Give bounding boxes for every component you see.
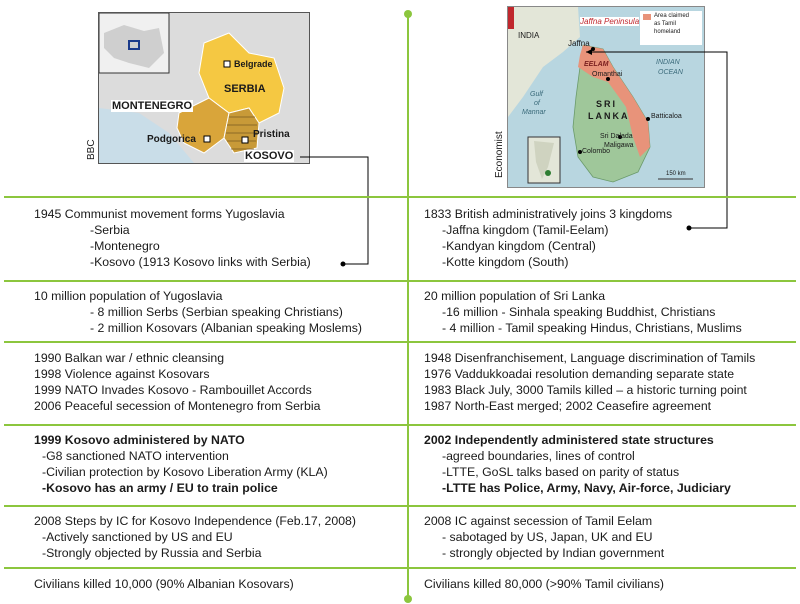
row2-left-heading: 10 million population of Yugoslavia bbox=[34, 289, 223, 303]
map-label-gulf-1: Gulf bbox=[530, 91, 543, 98]
map-label-eelam: EELAM bbox=[584, 61, 609, 68]
row1-left-item: -Serbia bbox=[90, 223, 130, 237]
map-label-indian-ocean-1: INDIAN bbox=[656, 59, 680, 66]
row5-left-item: -Actively sanctioned by US and EU bbox=[42, 530, 233, 544]
map-label-scale: 150 km bbox=[666, 171, 686, 177]
map-label-serbia: SERBIA bbox=[224, 83, 266, 95]
row5-left bbox=[34, 513, 356, 561]
map-label-pristina: Pristina bbox=[253, 129, 290, 140]
row4-right-item: -LTTE has Police, Army, Navy, Air-force, Judiciary bbox=[442, 481, 731, 495]
map-label-gulf-3: Mannar bbox=[522, 109, 546, 116]
row2-left-item: - 2 million Kosovars (Albanian speaking Moslems) bbox=[90, 321, 363, 335]
map-legend-3: homeland bbox=[654, 29, 681, 35]
row4-right-heading: 2002 Independently administered state structures bbox=[424, 433, 714, 447]
map-label-podgorica: Podgorica bbox=[147, 134, 196, 145]
row2-right-item: -16 million - Sinhala speaking Buddhist, Christians bbox=[442, 305, 716, 319]
map-label-sri-dalada: Sri Dalada bbox=[600, 133, 633, 140]
row3-right bbox=[424, 350, 755, 414]
row-divider-1 bbox=[4, 196, 796, 198]
row5-left-heading: 2008 Steps by IC for Kosovo Independence (Feb.17, 2008) bbox=[34, 514, 356, 528]
row5-left-item: -Strongly objected by Russia and Serbia bbox=[42, 546, 262, 560]
map-label-jaffna: Jaffna bbox=[568, 39, 590, 48]
row2-left bbox=[34, 288, 362, 336]
row1-left bbox=[34, 206, 311, 270]
map-yugoslavia-drawing bbox=[99, 13, 309, 163]
row4-right bbox=[424, 432, 731, 496]
map-sri-lanka bbox=[507, 6, 705, 188]
map-label-gulf-2: of bbox=[534, 100, 540, 107]
row3-right-line: 1976 Vaddukkoadai resolution demanding separate state bbox=[424, 367, 735, 381]
row3-left-line: 1990 Balkan war / ethnic cleansing bbox=[34, 351, 225, 365]
row1-left-heading: 1945 Communist movement forms Yugoslavia bbox=[34, 207, 285, 221]
row6-right-line: Civilians killed 80,000 (>90% Tamil civilians) bbox=[424, 577, 665, 591]
row3-right-line: 1987 North-East merged; 2002 Ceasefire agreement bbox=[424, 399, 712, 413]
center-divider bbox=[407, 12, 409, 602]
row4-left-item: -Civilian protection by Kosovo Liberation Army (KLA) bbox=[42, 465, 328, 479]
credit-bbc: BBC bbox=[86, 139, 97, 160]
map-label-batticaloa: Batticaloa bbox=[651, 113, 682, 120]
map-label-montenegro: MONTENEGRO bbox=[112, 100, 193, 112]
grid-node-bottom bbox=[404, 595, 412, 603]
row2-right-item: - 4 million - Tamil speaking Hindus, Christians, Muslims bbox=[442, 321, 742, 335]
map-label-jaffna-peninsula: Jaffna Peninsula bbox=[580, 17, 640, 26]
row5-right-heading: 2008 IC against secession of Tamil Eelam bbox=[424, 514, 653, 528]
row3-left-line: 2006 Peaceful secession of Montenegro from Serbia bbox=[34, 399, 321, 413]
row6-right bbox=[424, 576, 664, 592]
row-divider-5 bbox=[4, 505, 796, 507]
map-label-indian-ocean-2: OCEAN bbox=[658, 69, 683, 76]
row4-left-item: -Kosovo has an army / EU to train police bbox=[42, 481, 278, 495]
row6-left-line: Civilians killed 10,000 (90% Albanian Kosovars) bbox=[34, 577, 294, 591]
row1-right-item: -Kotte kingdom (South) bbox=[442, 255, 569, 269]
map-legend-2: as Tamil bbox=[654, 21, 676, 27]
map-label-india: INDIA bbox=[518, 31, 540, 40]
row1-right-item: -Kandyan kingdom (Central) bbox=[442, 239, 596, 253]
row3-right-line: 1948 Disenfranchisement, Language discrimination of Tamils bbox=[424, 351, 756, 365]
map-label-belgrade: Belgrade bbox=[234, 59, 273, 69]
map-label-omanthai: Omanthai bbox=[592, 71, 623, 78]
row4-left-heading: 1999 Kosovo administered by NATO bbox=[34, 433, 245, 447]
row2-right-heading: 20 million population of Sri Lanka bbox=[424, 289, 606, 303]
row1-right bbox=[424, 206, 672, 270]
map-label-kosovo: KOSOVO bbox=[245, 150, 294, 162]
map-legend-1: Area claimed bbox=[654, 13, 690, 19]
row6-left bbox=[34, 576, 294, 592]
row-divider-3 bbox=[4, 341, 796, 343]
row4-left-item: -G8 sanctioned NATO intervention bbox=[42, 449, 229, 463]
credit-economist: Economist bbox=[494, 131, 505, 178]
map-label-lanka: LANKA bbox=[588, 111, 630, 121]
map-yugoslavia bbox=[98, 12, 310, 164]
map-label-sri: SRI bbox=[596, 99, 618, 109]
row3-left-line: 1998 Violence against Kosovars bbox=[34, 367, 210, 381]
row-divider-6 bbox=[4, 567, 796, 569]
row2-right bbox=[424, 288, 742, 336]
row1-left-item: -Montenegro bbox=[90, 239, 160, 253]
map-label-colombo: Colombo bbox=[582, 148, 611, 155]
row5-right-item: - strongly objected by Indian government bbox=[442, 546, 665, 560]
row1-right-heading: 1833 British administratively joins 3 kingdoms bbox=[424, 207, 673, 221]
row5-right-item: - sabotaged by US, Japan, UK and EU bbox=[442, 530, 653, 544]
row4-right-item: -agreed boundaries, lines of control bbox=[442, 449, 635, 463]
row-divider-4 bbox=[4, 424, 796, 426]
row2-left-item: - 8 million Serbs (Serbian speaking Christians) bbox=[90, 305, 343, 319]
row5-right bbox=[424, 513, 664, 561]
map-label-maligawa: Maligawa bbox=[604, 142, 634, 149]
grid-node-top bbox=[404, 10, 412, 18]
row4-right-item: -LTTE, GoSL talks based on parity of status bbox=[442, 465, 680, 479]
row4-left bbox=[34, 432, 328, 496]
row1-left-item: -Kosovo (1913 Kosovo links with Serbia) bbox=[90, 255, 311, 269]
row-divider-2 bbox=[4, 280, 796, 282]
row3-right-line: 1983 Black July, 3000 Tamils killed – a historic turning point bbox=[424, 383, 747, 397]
row3-left-line: 1999 NATO Invades Kosovo - Rambouillet Accords bbox=[34, 383, 312, 397]
row3-left bbox=[34, 350, 320, 414]
row1-right-item: -Jaffna kingdom (Tamil-Eelam) bbox=[442, 223, 609, 237]
